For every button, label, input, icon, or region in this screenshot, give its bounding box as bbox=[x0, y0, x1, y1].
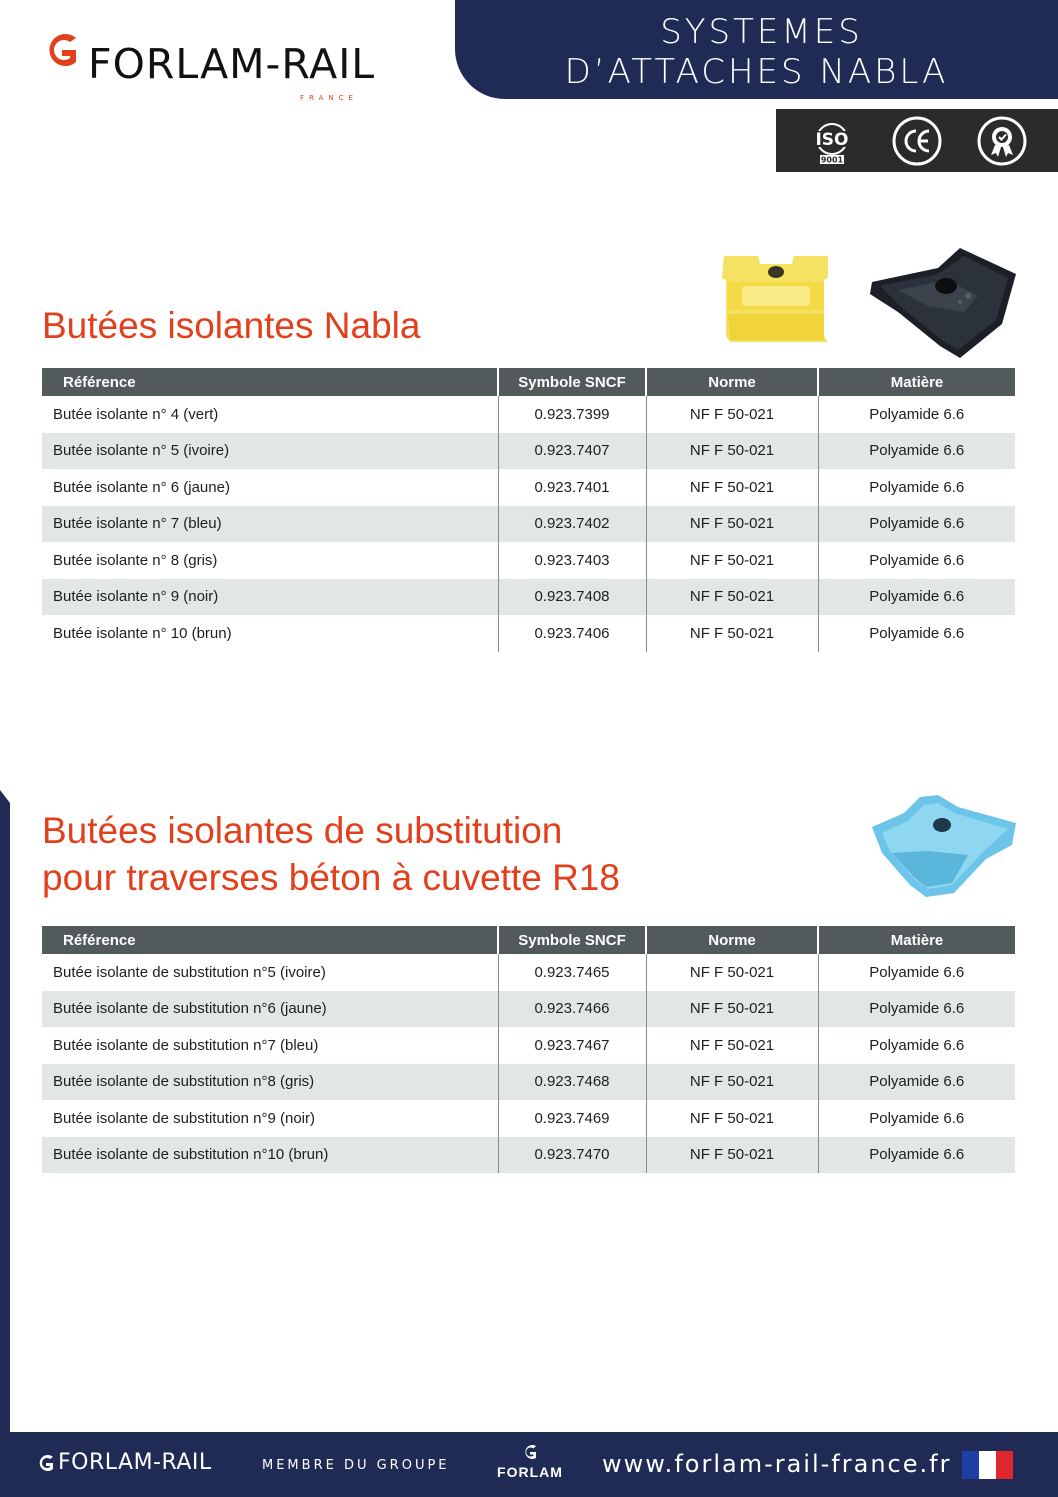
cell-standard: NF F 50-021 bbox=[646, 991, 818, 1028]
cell-material: Polyamide 6.6 bbox=[869, 405, 965, 423]
table-row bbox=[42, 954, 1015, 991]
cell-sncf-symbol: 0.923.7465 bbox=[498, 954, 646, 991]
substitution-insulators-table bbox=[42, 926, 1015, 1173]
forlam-logo-icon bbox=[40, 28, 84, 72]
table-row bbox=[42, 1100, 1015, 1137]
footer-brand-logo[interactable] bbox=[36, 1450, 212, 1475]
table-row bbox=[42, 542, 1015, 579]
table-header-row bbox=[42, 368, 1015, 396]
column-header-reference: Référence bbox=[42, 368, 498, 396]
cell-sncf-symbol: 0.923.7408 bbox=[498, 579, 646, 616]
cell-material: Polyamide 6.6 bbox=[869, 624, 965, 642]
page-footer bbox=[0, 1432, 1058, 1497]
side-accent-bar bbox=[0, 790, 10, 1440]
france-flag-icon bbox=[962, 1451, 1013, 1479]
cell-material: Polyamide 6.6 bbox=[869, 478, 965, 496]
cell-reference: Butée isolante de substitution n°5 (ivoire) bbox=[42, 954, 498, 991]
cell-sncf-symbol: 0.923.7467 bbox=[498, 1027, 646, 1064]
banner-title-line1: SYSTEMES bbox=[660, 12, 863, 52]
cell-sncf-symbol: 0.923.7470 bbox=[498, 1137, 646, 1174]
cell-standard: NF F 50-021 bbox=[646, 579, 818, 616]
footer-group-name: FORLAM bbox=[497, 1464, 563, 1480]
cell-material: Polyamide 6.6 bbox=[818, 506, 1015, 543]
ce-mark-icon bbox=[891, 115, 943, 167]
cell-reference: Butée isolante n° 7 (bleu) bbox=[42, 506, 498, 543]
table-row bbox=[42, 1064, 1015, 1101]
flag-stripe-red bbox=[996, 1451, 1013, 1479]
cell-material: Polyamide 6.6 bbox=[818, 1064, 1015, 1101]
cell-sncf-symbol: 0.923.7399 bbox=[498, 396, 646, 433]
table-header-row bbox=[42, 926, 1015, 954]
iso-9001-icon bbox=[806, 115, 858, 167]
cell-sncf-symbol: 0.923.7469 bbox=[498, 1100, 646, 1137]
cell-standard: NF F 50-021 bbox=[646, 1137, 818, 1174]
cell-standard: NF F 50-021 bbox=[646, 506, 818, 543]
table-row bbox=[42, 1137, 1015, 1174]
section-title-line2: pour traverses béton à cuvette R18 bbox=[42, 857, 620, 898]
column-header-standard: Norme bbox=[646, 926, 818, 954]
nabla-insulators-table bbox=[42, 368, 1015, 652]
cell-reference: Butée isolante n° 8 (gris) bbox=[42, 542, 498, 579]
cell-reference: Butée isolante de substitution n°10 (brun) bbox=[42, 1137, 498, 1174]
cell-sncf-symbol: 0.923.7402 bbox=[498, 506, 646, 543]
banner-title-line2: D’ATTACHES NABLA bbox=[564, 52, 949, 92]
cell-reference: Butée isolante n° 4 (vert) bbox=[42, 396, 498, 433]
column-header-standard: Norme bbox=[646, 368, 818, 396]
footer-member-text: MEMBRE DU GROUPE bbox=[262, 1458, 450, 1473]
table-row bbox=[42, 433, 1015, 470]
brand-name: FORLAM-RAIL bbox=[88, 40, 376, 88]
section-title-line1: Butées isolantes de substitution bbox=[42, 810, 563, 851]
cell-material: Polyamide 6.6 bbox=[869, 1036, 965, 1054]
cell-sncf-symbol: 0.923.7468 bbox=[498, 1064, 646, 1101]
section-title-nabla: Butées isolantes Nabla bbox=[42, 305, 421, 346]
brand-logo[interactable] bbox=[40, 22, 420, 102]
yellow-insulator-photo bbox=[718, 250, 834, 346]
cell-standard: NF F 50-021 bbox=[646, 433, 818, 470]
cell-standard: NF F 50-021 bbox=[646, 542, 818, 579]
footer-website-link[interactable]: www.forlam-rail-france.fr bbox=[602, 1450, 952, 1478]
column-header-material: Matière bbox=[818, 926, 1015, 954]
flag-stripe-blue bbox=[962, 1451, 979, 1479]
certification-strip bbox=[776, 109, 1058, 172]
cell-material: Polyamide 6.6 bbox=[818, 991, 1015, 1028]
footer-group-logo[interactable] bbox=[494, 1442, 566, 1480]
cell-material: Polyamide 6.6 bbox=[818, 433, 1015, 470]
cell-reference: Butée isolante de substitution n°6 (jaune) bbox=[42, 991, 498, 1028]
cell-sncf-symbol: 0.923.7406 bbox=[498, 615, 646, 652]
blue-insulator-photo bbox=[868, 793, 1018, 903]
cell-material: Polyamide 6.6 bbox=[869, 1109, 965, 1127]
cell-reference: Butée isolante de substitution n°8 (gris) bbox=[42, 1064, 498, 1101]
cell-sncf-symbol: 0.923.7466 bbox=[498, 991, 646, 1028]
cell-sncf-symbol: 0.923.7407 bbox=[498, 433, 646, 470]
table-row bbox=[42, 396, 1015, 433]
cell-standard: NF F 50-021 bbox=[646, 1027, 818, 1064]
footer-brand-name: FORLAM-RAIL bbox=[58, 1450, 212, 1475]
flag-stripe-white bbox=[979, 1451, 996, 1479]
cell-material: Polyamide 6.6 bbox=[869, 551, 965, 569]
cell-standard: NF F 50-021 bbox=[646, 469, 818, 506]
cell-standard: NF F 50-021 bbox=[646, 954, 818, 991]
table-row bbox=[42, 579, 1015, 616]
brand-country: FRANCE bbox=[300, 94, 358, 102]
forlam-logo-icon bbox=[36, 1452, 56, 1474]
cell-sncf-symbol: 0.923.7403 bbox=[498, 542, 646, 579]
table-row bbox=[42, 506, 1015, 543]
page-banner bbox=[455, 0, 1058, 99]
cell-material: Polyamide 6.6 bbox=[869, 963, 965, 981]
section-title-substitution bbox=[42, 807, 620, 901]
cell-reference: Butée isolante de substitution n°7 (bleu) bbox=[42, 1027, 498, 1064]
cell-standard: NF F 50-021 bbox=[646, 615, 818, 652]
cell-sncf-symbol: 0.923.7401 bbox=[498, 469, 646, 506]
iso-label: ISO bbox=[815, 129, 849, 150]
cell-standard: NF F 50-021 bbox=[646, 1064, 818, 1101]
cell-reference: Butée isolante n° 6 (jaune) bbox=[42, 469, 498, 506]
column-header-sncf-symbol: Symbole SNCF bbox=[498, 926, 646, 954]
table-row bbox=[42, 991, 1015, 1028]
cell-material: Polyamide 6.6 bbox=[818, 579, 1015, 616]
cell-material: Polyamide 6.6 bbox=[818, 1137, 1015, 1174]
column-header-material: Matière bbox=[818, 368, 1015, 396]
table-row bbox=[42, 615, 1015, 652]
column-header-reference: Référence bbox=[42, 926, 498, 954]
quality-badge-icon bbox=[976, 115, 1028, 167]
black-insulator-photo bbox=[868, 246, 1018, 362]
cell-standard: NF F 50-021 bbox=[646, 1100, 818, 1137]
cell-reference: Butée isolante n° 10 (brun) bbox=[42, 615, 498, 652]
cell-reference: Butée isolante n° 9 (noir) bbox=[42, 579, 498, 616]
cell-reference: Butée isolante n° 5 (ivoire) bbox=[42, 433, 498, 470]
cell-reference: Butée isolante de substitution n°9 (noir) bbox=[42, 1100, 498, 1137]
cell-standard: NF F 50-021 bbox=[646, 396, 818, 433]
column-header-sncf-symbol: Symbole SNCF bbox=[498, 368, 646, 396]
forlam-group-icon bbox=[521, 1442, 539, 1462]
table-row bbox=[42, 1027, 1015, 1064]
iso-sub-label: 9001 bbox=[821, 155, 844, 164]
table-row bbox=[42, 469, 1015, 506]
